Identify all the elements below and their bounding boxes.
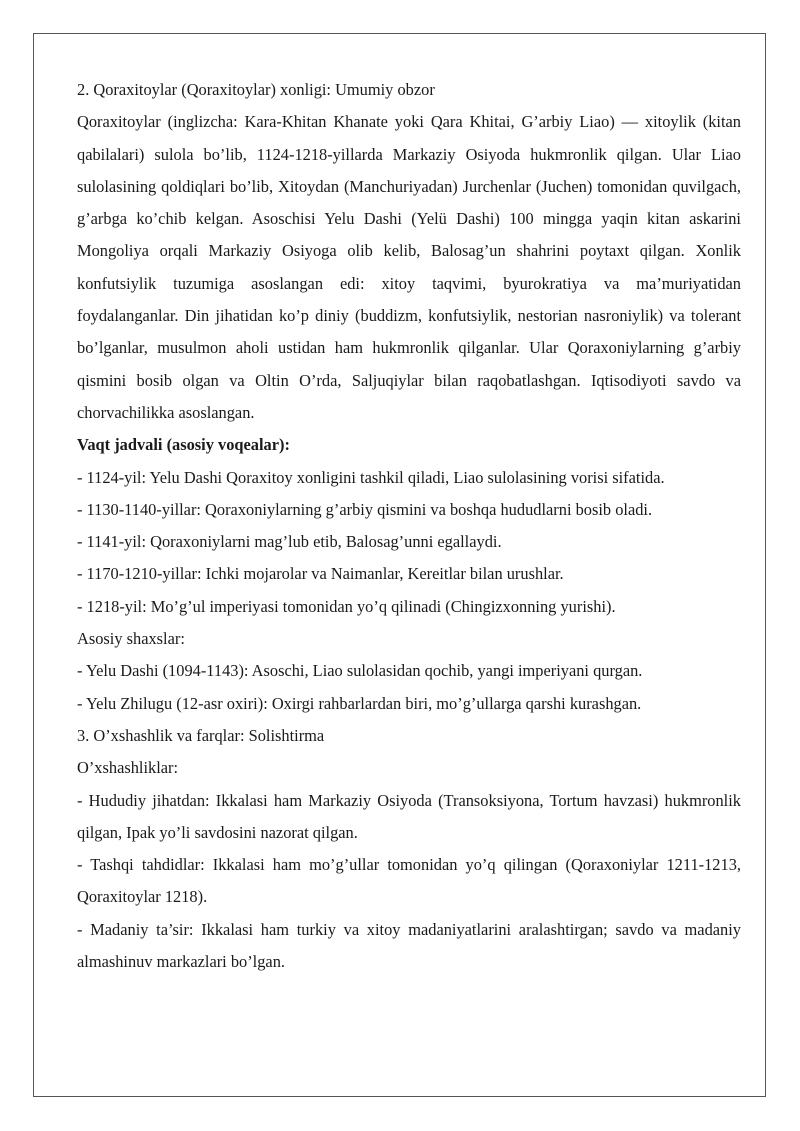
timeline-item: - 1124-yil: Yelu Dashi Qoraxitoy xonligini tashkil qiladi, Liao sulolasining vorisi sifatida.: [77, 467, 665, 487]
similarities-heading: O’xshashliklar:: [77, 758, 179, 778]
document-body: [77, 74, 741, 978]
persons-heading: Asosiy shaxslar:: [77, 629, 185, 649]
section-2-paragraph: Qoraxitoylar (inglizcha: Kara-Khitan Khanate yoki Qara Khitai, G’arbiy Liao) — xitoylik (kitan qabilalari) sulola bo’lib, 1124-1218-yillarda Markaziy Osiyoda hukmronlik qilgan. Ular Liao sulolasining qoldiqlari bo’lib, Xitoydan (Manchuriyadan) Jurchenlar (Juchen) tomonidan quvilgach, g’arbga ko’chib kelgan. Asoschisi Yelu Dashi (Yelü Dashi) 100 mingga yaqin kitan askarini Mongoliya orqali Markaziy Osiyoga olib kelib, Balosag’un shahrini poytaxt qilgan. Xonlik konfutsiylik tuzumiga asoslangan edi: xitoy taqvimi, byurokratiya va ma’muriyatidan foydalanganlar. Din jihatidan ko’p diniy (buddizm, konfutsiylik, nestorian nasroniylik) va tolerant bo’lganlar, musulmon aholi ustidan ham hukmronlik qilganlar. Ular Qoraxoniylarning g’arbiy qismini bosib olgan va Oltin O’rda, Saljuqiylar bilan raqobatlashgan. Iqtisodiyoti savdo va chorvachilikka asoslangan.: [77, 112, 741, 422]
timeline-item: - 1170-1210-yillar: Ichki mojarolar va Naimanlar, Kereitlar bilan urushlar.: [77, 564, 564, 584]
similarity-item: - Hududiy jihatdan: Ikkalasi ham Markaziy Osiyoda (Transoksiyona, Tortum havzasi) hukmronlik qilgan, Ipak yo’li savdosini nazorat qilgan.: [77, 790, 741, 842]
similarity-item: - Tashqi tahdidlar: Ikkalasi ham mo’g’ullar tomonidan yo’q qilingan (Qoraxoniylar 1211-1213, Qoraxitoylar 1218).: [77, 855, 741, 907]
person-item: - Yelu Zhilugu (12-asr oxiri): Oxirgi rahbarlardan biri, mo’g’ullarga qarshi kurashgan.: [77, 693, 642, 713]
timeline-item: - 1218-yil: Mo’g’ul imperiyasi tomonidan yo’q qilinadi (Chingizxonning yurishi).: [77, 596, 616, 616]
timeline-item: - 1130-1140-yillar: Qoraxoniylarning g’arbiy qismini va boshqa hududlarni bosib oladi.: [77, 499, 653, 519]
similarity-item: - Madaniy ta’sir: Ikkalasi ham turkiy va xitoy madaniyatlarini aralashtirgan; savdo va madaniy almashinuv markazlari bo’lgan.: [77, 919, 741, 972]
section-3-heading: 3. O’xshashlik va farqlar: Solishtirma: [77, 725, 325, 745]
section-2-heading: 2. Qoraxitoylar (Qoraxitoylar) xonligi: Umumiy obzor: [77, 80, 435, 99]
timeline-item: - 1141-yil: Qoraxoniylarni mag’lub etib, Balosag’unni egallaydi.: [77, 532, 502, 552]
person-item: - Yelu Dashi (1094-1143): Asoschi, Liao sulolasidan qochib, yangi imperiyani qurgan.: [77, 661, 643, 681]
timeline-heading: Vaqt jadvali (asosiy voqealar):: [77, 435, 290, 455]
